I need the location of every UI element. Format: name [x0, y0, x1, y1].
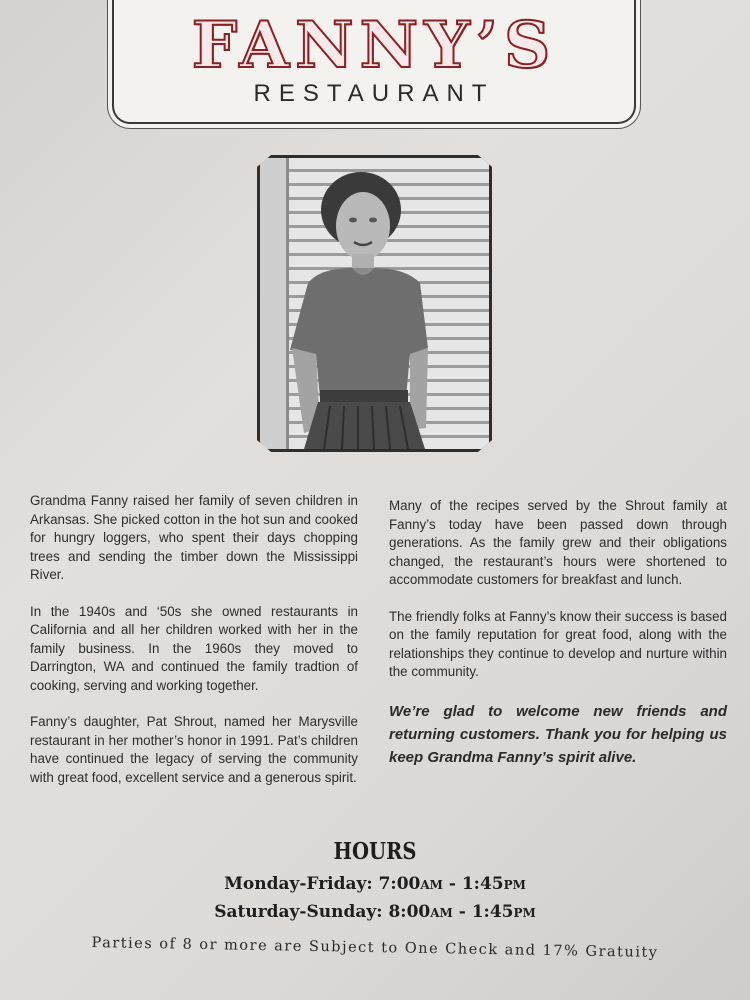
weekend-hours — [0, 902, 750, 922]
story-paragraph: Many of the recipes served by the Shrout family at Fanny’s today have been passed down through generations. As the family grew and their obligations changed, the restaurant’s hours were shortened to accommodate customers for breakfast and lunch. — [389, 498, 727, 587]
story-column-left — [30, 492, 358, 805]
weekday-open-time: 7:00 — [378, 874, 421, 894]
restaurant-name: FANNY’S — [191, 8, 557, 83]
hours-heading: HOURS — [333, 838, 417, 865]
weekday-open-suffix: AM — [420, 878, 443, 892]
weekend-close-suffix: PM — [513, 906, 536, 920]
logo-banner — [112, 0, 636, 124]
weekday-close-time: - 1:45 — [442, 874, 504, 894]
weekday-close-suffix: PM — [503, 878, 526, 892]
story-column-right — [389, 497, 727, 769]
story-paragraph: The friendly folks at Fanny’s know their success is based on the family reputation for great food, along with the relationships they continue to develop and nurture within the community. — [389, 608, 727, 679]
weekday-hours — [0, 874, 750, 894]
story-paragraph: Fanny’s daughter, Pat Shrout, named her Marysville restaurant in her mother’s honor in 1991. Pat’s children have continued the legacy of serving the community with great food, excellent service and a generous spirit. — [30, 714, 358, 785]
weekend-open-time: 8:00 — [388, 902, 431, 922]
story-paragraph: Grandma Fanny raised her family of seven children in Arkansas. She picked cotton in the hot sun and cooked for hungry loggers, who spent their days chopping trees and sending the timber down the Mississippi River. — [30, 493, 358, 582]
story-paragraph: In the 1940s and ‘50s she owned restaurants in California and all her children worked with her in the family business. In the 1960s they moved to Darrington, WA and continued the family tradtion of cooking, serving and working together. — [30, 603, 358, 693]
weekend-label: Saturday-Sunday: — [214, 902, 383, 922]
welcome-message: We’re glad to welcome new friends and returning customers. Thank you for helping us keep Grandma Fanny’s spirit alive. — [389, 702, 727, 766]
weekday-label: Monday-Friday: — [224, 874, 373, 894]
portrait-image — [260, 158, 489, 449]
restaurant-subtitle: RESTAURANT — [253, 80, 495, 107]
grandma-fanny-photo — [257, 155, 492, 452]
party-policy-note: Parties of 8 or more are Subject to One Check and 17% Gratuity — [91, 935, 659, 961]
weekend-close-time: - 1:45 — [452, 902, 514, 922]
weekend-open-suffix: AM — [430, 906, 453, 920]
